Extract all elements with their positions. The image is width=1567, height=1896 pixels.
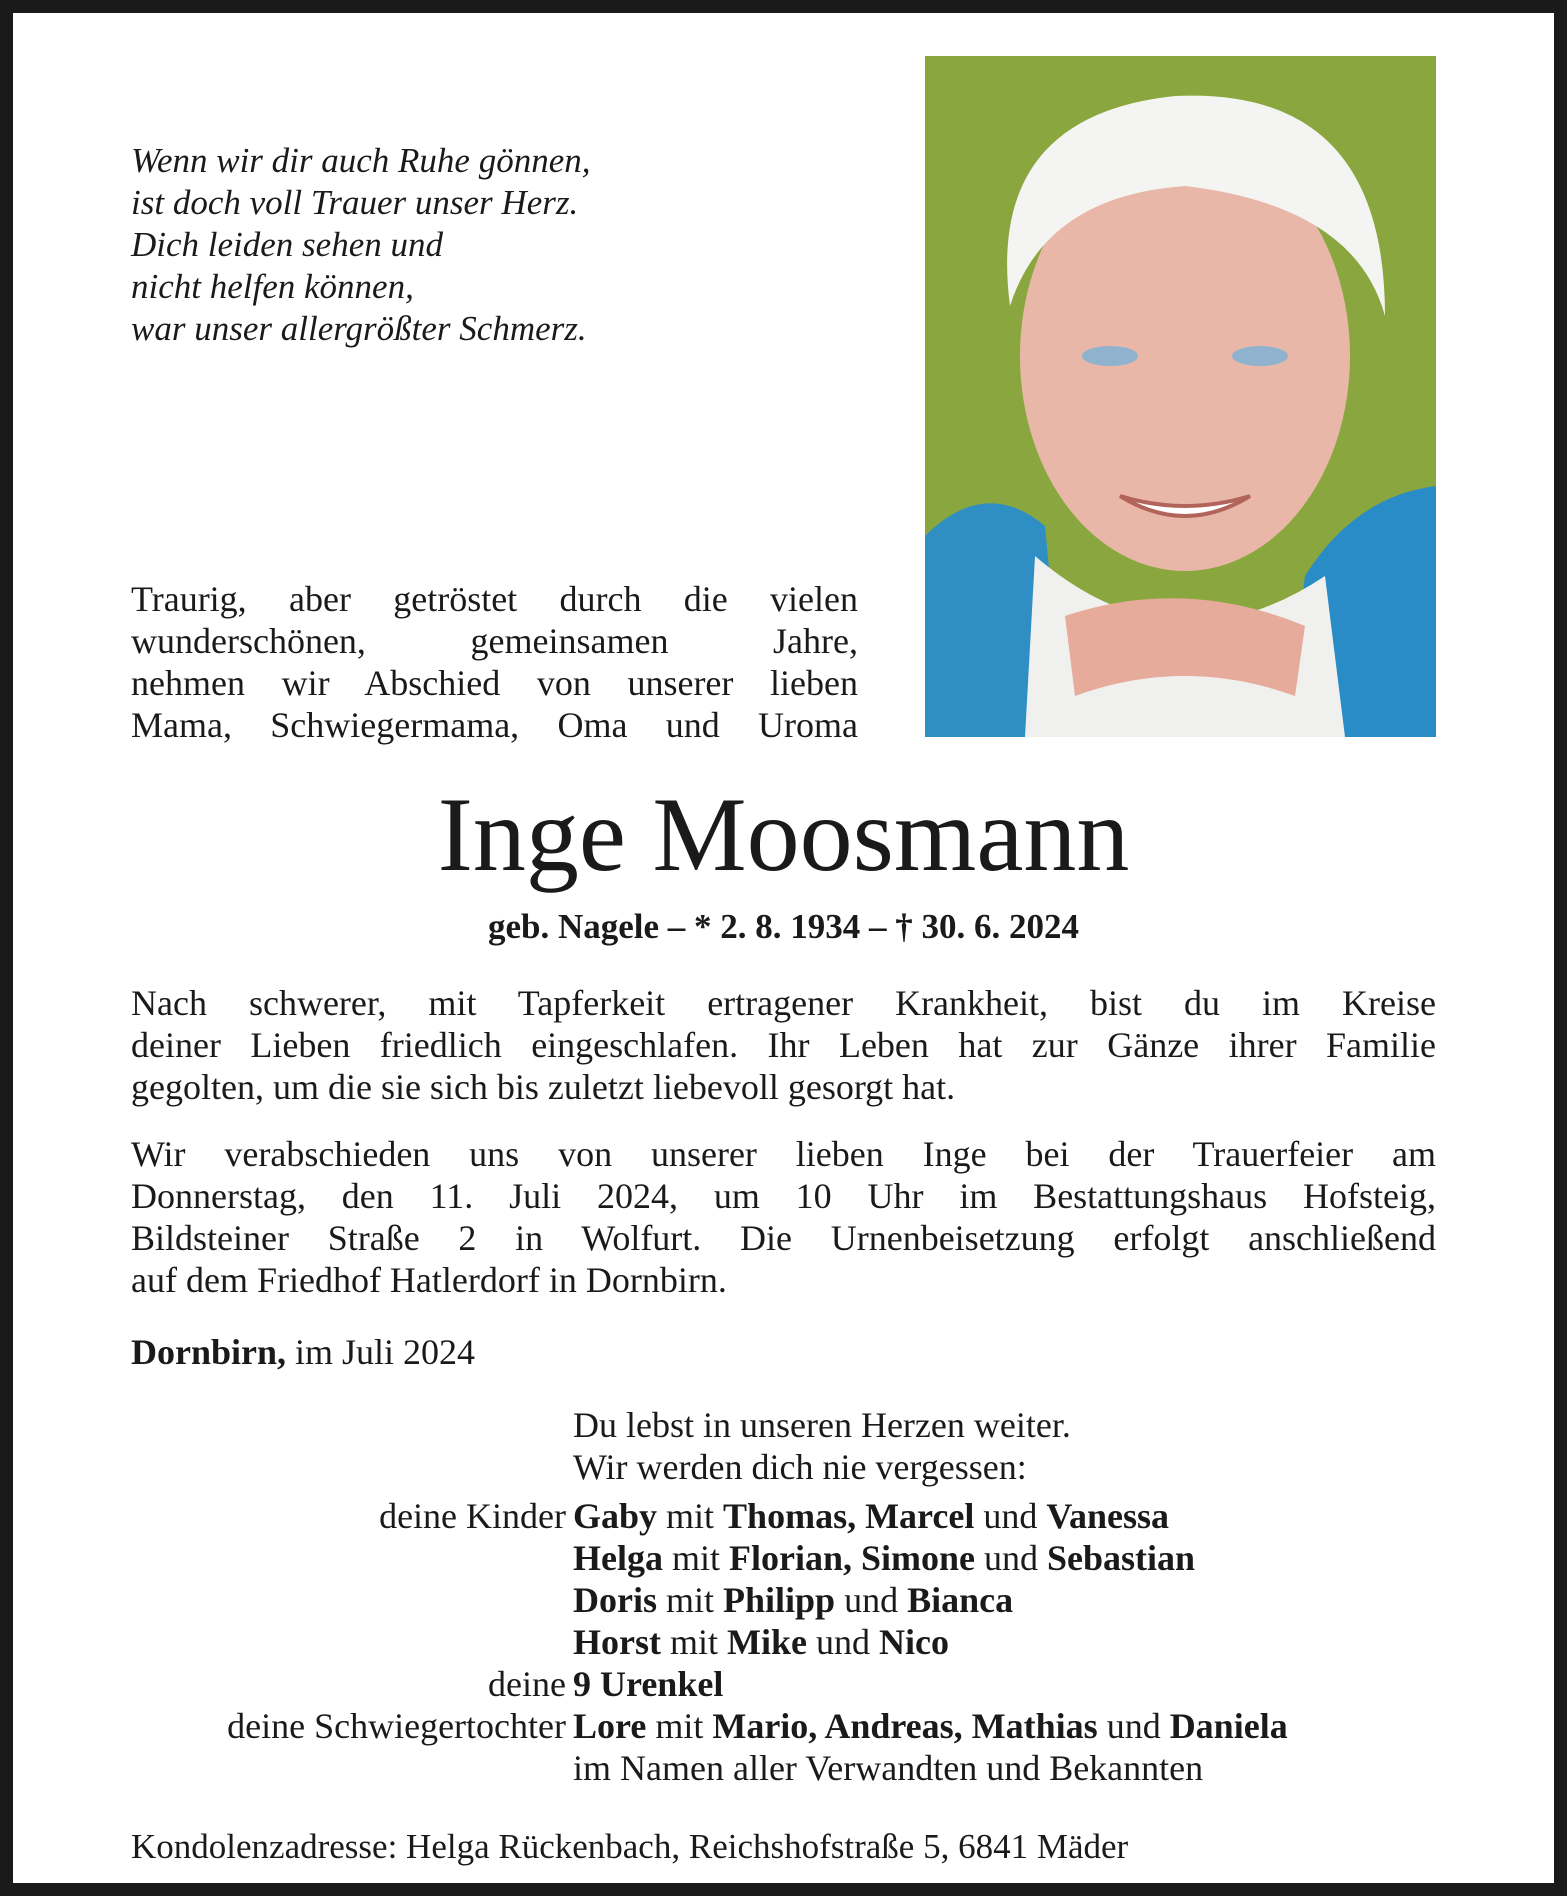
family-member-name: Sebastian — [1047, 1538, 1196, 1578]
connector-text: und — [1097, 1706, 1170, 1746]
connector-text: und — [975, 1538, 1048, 1578]
closing-lines — [573, 1404, 1071, 1488]
paragraph-line: Donnerstag, den 11. Juli 2024, um 10 Uhr im Bestattungshaus Hofsteig, — [131, 1176, 1436, 1216]
paragraph-illness — [131, 982, 1436, 1108]
family-member-name: Doris — [573, 1580, 657, 1620]
paragraph-line: Nach schwerer, mit Tapferkeit ertragener Krankheit, bist du im Kreise — [131, 983, 1436, 1023]
family-member-name: Philipp — [723, 1580, 836, 1620]
family-row — [60, 1663, 1288, 1705]
poem-line: Dich leiden sehen und — [131, 225, 443, 264]
family-members — [573, 1537, 1195, 1579]
connector-text: und — [806, 1622, 879, 1662]
birth-death-dates: geb. Nagele – * 2. 8. 1934 – † 30. 6. 2024 — [487, 907, 1080, 946]
family-member-name: Vanessa — [1046, 1496, 1170, 1536]
paragraph-line: auf dem Friedhof Hatlerdorf in Dornbirn. — [131, 1260, 727, 1300]
connector-text: im Namen aller Verwandten und Bekannten — [573, 1748, 1204, 1788]
family-relation-label — [60, 1747, 573, 1789]
family-relation-label — [60, 1537, 573, 1579]
intro-line: wunderschönen, gemeinsamen Jahre, — [131, 621, 858, 661]
connector-text: mit — [646, 1706, 713, 1746]
family-members — [573, 1495, 1169, 1537]
family-relation-label: deine Schwiegertochter — [227, 1706, 566, 1746]
poem-line: ist doch voll Trauer unser Herz. — [131, 183, 579, 222]
family-member-name: Florian, Simone — [729, 1538, 976, 1578]
family-member-name: Nico — [878, 1622, 949, 1662]
family-member-name: Mike — [727, 1622, 807, 1662]
poem-line: war unser allergrößter Schmerz. — [131, 309, 587, 348]
family-list — [60, 1495, 1288, 1789]
family-relation-label: deine Kinder — [379, 1496, 566, 1536]
date: im Juli 2024 — [286, 1332, 476, 1372]
connector-text: mit — [662, 1538, 729, 1578]
paragraph-funeral — [131, 1133, 1436, 1301]
family-member-name: Gaby — [573, 1496, 658, 1536]
portrait-photo — [925, 56, 1436, 737]
family-relation-label: deine — [488, 1664, 566, 1704]
family-member-name: Horst — [573, 1622, 661, 1662]
family-members — [573, 1663, 723, 1705]
family-members — [573, 1579, 1013, 1621]
family-row — [60, 1747, 1288, 1789]
family-row — [60, 1495, 1288, 1537]
family-members — [573, 1705, 1288, 1747]
poem — [131, 140, 591, 350]
connector-text: mit — [657, 1496, 724, 1536]
closing-line: Du lebst in unseren Herzen weiter. — [573, 1405, 1071, 1445]
paragraph-line: deiner Lieben friedlich eingeschlafen. Ihr Leben hat zur Gänze ihrer Familie — [131, 1025, 1436, 1065]
connector-text: und — [974, 1496, 1047, 1536]
family-members — [573, 1747, 1203, 1789]
connector-text: mit — [657, 1580, 724, 1620]
condolence-address: Kondolenzadresse: Helga Rückenbach, Reichshofstraße 5, 6841 Mäder — [131, 1827, 1129, 1866]
intro-line: Traurig, aber getröstet durch die vielen — [131, 579, 858, 619]
place-date — [131, 1330, 475, 1374]
family-member-name: Daniela — [1169, 1706, 1288, 1746]
family-row — [60, 1621, 1288, 1663]
family-member-name: 9 Urenkel — [573, 1664, 724, 1704]
family-member-name: Thomas, Marcel — [723, 1496, 975, 1536]
deceased-name: Inge Moosmann — [437, 776, 1130, 893]
closing-line: Wir werden dich nie vergessen: — [573, 1447, 1027, 1487]
paragraph-line: gegolten, um die sie sich bis zuletzt liebevoll gesorgt hat. — [131, 1067, 956, 1107]
family-relation-label — [60, 1621, 573, 1663]
place: Dornbirn, — [131, 1332, 287, 1372]
family-row — [60, 1579, 1288, 1621]
intro-paragraph — [131, 578, 858, 746]
family-relation-label — [60, 1579, 573, 1621]
intro-line: Mama, Schwiegermama, Oma und Uroma — [131, 705, 858, 745]
family-member-name: Mario, Andreas, Mathias — [712, 1706, 1098, 1746]
paragraph-line: Wir verabschieden uns von unserer lieben Inge bei der Trauerfeier am — [131, 1134, 1436, 1174]
connector-text: und — [835, 1580, 908, 1620]
family-row — [60, 1705, 1288, 1747]
poem-line: nicht helfen können, — [131, 267, 414, 306]
paragraph-line: Bildsteiner Straße 2 in Wolfurt. Die Urnenbeisetzung erfolgt anschließend — [131, 1218, 1436, 1258]
family-members — [573, 1621, 949, 1663]
family-row — [60, 1537, 1288, 1579]
connector-text: mit — [660, 1622, 727, 1662]
family-member-name: Lore — [573, 1706, 647, 1746]
family-member-name: Bianca — [907, 1580, 1014, 1620]
poem-line: Wenn wir dir auch Ruhe gönnen, — [131, 141, 591, 180]
intro-line: nehmen wir Abschied von unserer lieben — [131, 663, 858, 703]
family-member-name: Helga — [573, 1538, 663, 1578]
